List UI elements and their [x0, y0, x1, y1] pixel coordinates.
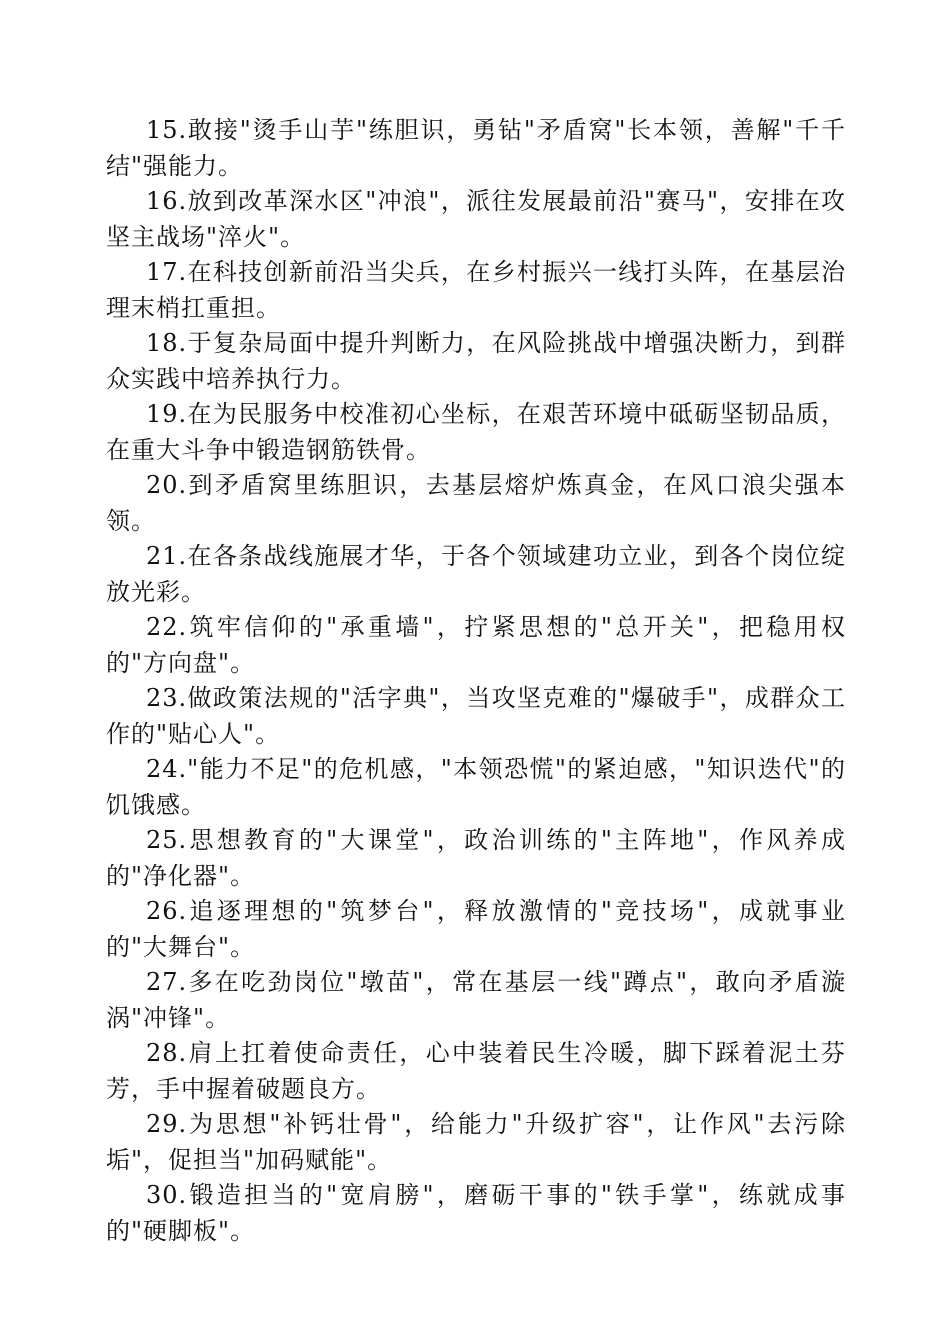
paragraph-21: 21.在各条战线施展才华，于各个领域建功立业，到各个岗位绽放光彩。	[106, 542, 846, 606]
paragraph-22: 22.筑牢信仰的"承重墙"，拧紧思想的"总开关"，把稳用权的"方向盘"。	[106, 613, 846, 677]
paragraph-17: 17.在科技创新前沿当尖兵，在乡村振兴一线打头阵，在基层治理末梢扛重担。	[106, 258, 846, 322]
paragraph-20: 20.到矛盾窝里练胆识，去基层熔炉炼真金，在风口浪尖强本领。	[106, 471, 846, 535]
paragraph-25: 25.思想教育的"大课堂"，政治训练的"主阵地"，作风养成的"净化器"。	[106, 826, 846, 890]
paragraph-23: 23.做政策法规的"活字典"，当攻坚克难的"爆破手"，成群众工作的"贴心人"。	[106, 684, 846, 748]
paragraph-19: 19.在为民服务中校准初心坐标，在艰苦环境中砥砺坚韧品质，在重大斗争中锻造钢筋铁骨。	[106, 400, 846, 464]
paragraph-24: 24."能力不足"的危机感，"本领恐慌"的紧迫感，"知识迭代"的饥饿感。	[106, 755, 846, 819]
paragraph-27: 27.多在吃劲岗位"墩苗"，常在基层一线"蹲点"，敢向矛盾漩涡"冲锋"。	[106, 968, 846, 1032]
paragraph-18: 18.于复杂局面中提升判断力，在风险挑战中增强决断力，到群众实践中培养执行力。	[106, 329, 846, 393]
paragraph-30: 30.锻造担当的"宽肩膀"，磨砺干事的"铁手掌"，练就成事的"硬脚板"。	[106, 1181, 846, 1245]
document-body	[106, 113, 846, 1249]
paragraph-29: 29.为思想"补钙壮骨"，给能力"升级扩容"，让作风"去污除垢"，促担当"加码赋能"。	[106, 1110, 846, 1174]
paragraph-28: 28.肩上扛着使命责任，心中装着民生冷暖，脚下踩着泥土芬芳，手中握着破题良方。	[106, 1039, 846, 1103]
paragraph-15: 15.敢接"烫手山芋"练胆识，勇钻"矛盾窝"长本领，善解"千千结"强能力。	[106, 116, 846, 180]
paragraph-26: 26.追逐理想的"筑梦台"，释放激情的"竞技场"，成就事业的"大舞台"。	[106, 897, 846, 961]
paragraph-16: 16.放到改革深水区"冲浪"，派往发展最前沿"赛马"，安排在攻坚主战场"淬火"。	[106, 187, 846, 251]
